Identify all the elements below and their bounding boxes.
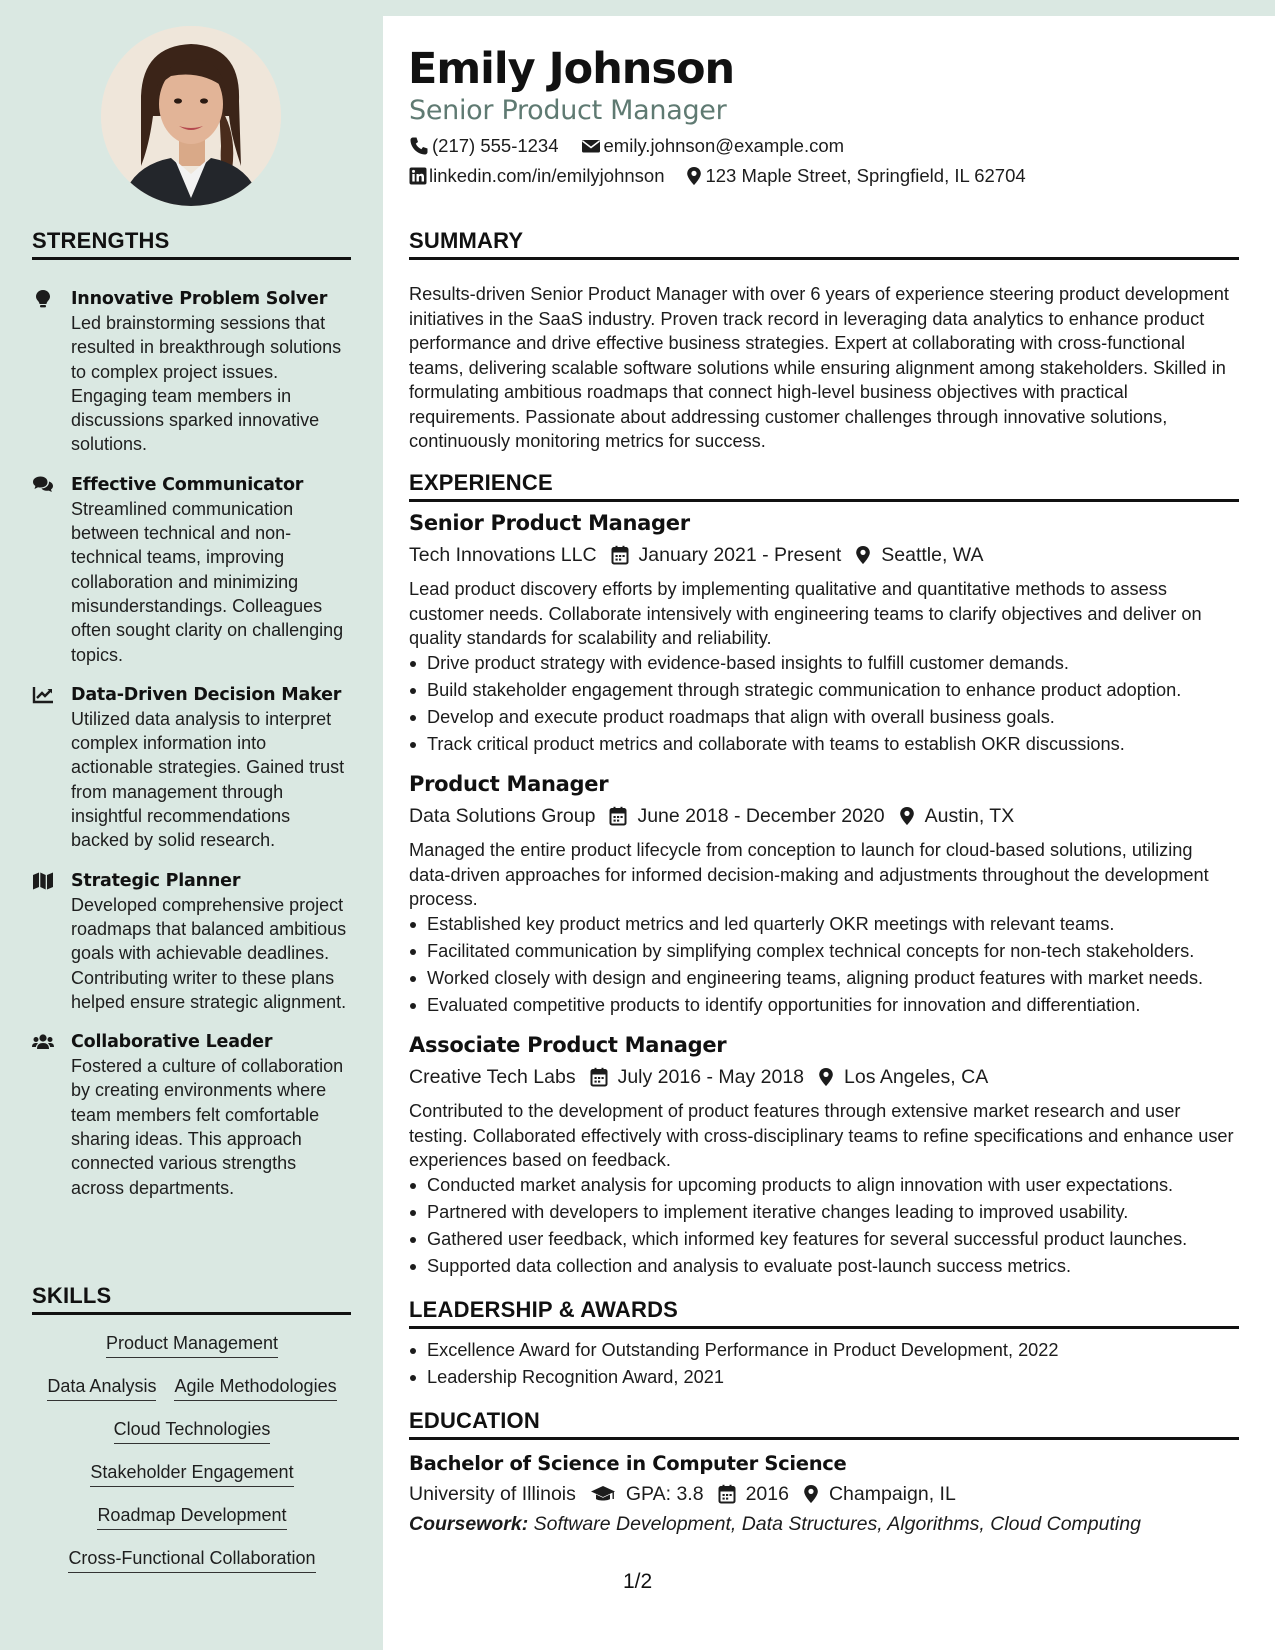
job-title: Product Manager <box>409 772 609 796</box>
education-meta <box>409 1480 970 1508</box>
job-meta <box>409 541 997 569</box>
job-bullet: Gathered user feedback, which informed key features for several successful product launches. <box>409 1226 1249 1253</box>
job-bullet: Facilitated communication by simplifying complex technical concepts for non-tech stakeholders. <box>409 938 1249 965</box>
job-description: Lead product discovery efforts by implementing qualitative and quantitative methods to assess customer needs. Collaborate intensively with engineering teams to clarify objectives and deliver on quality standards for scalability and reliability. <box>409 579 1202 648</box>
coursework <box>409 1510 1141 1538</box>
strength-title: Innovative Problem Solver <box>71 289 328 309</box>
job-bullet: Partnered with developers to implement iterative changes leading to improved usability. <box>409 1199 1249 1226</box>
school-location: Champaign, IL <box>828 1483 956 1505</box>
awards-list <box>409 1337 1249 1391</box>
users-icon <box>32 1032 54 1052</box>
job-bullet: Supported data collection and analysis to evaluate post-launch success metrics. <box>409 1253 1249 1280</box>
job-bullet: Worked closely with design and engineering teams, aligning product features with market needs. <box>409 965 1249 992</box>
job-location-wrap <box>899 802 1015 830</box>
job-bullet: Drive product strategy with evidence-based insights to fulfill customer demands. <box>409 650 1249 677</box>
skill-tag: Product Management <box>106 1330 278 1358</box>
job-title: Associate Product Manager <box>409 1033 727 1057</box>
job-bullet: Conducted market analysis for upcoming products to align innovation with user expectations. <box>409 1172 1249 1199</box>
strength-item <box>32 287 352 457</box>
gpa-wrap <box>590 1480 704 1508</box>
map-marker-icon <box>686 166 702 186</box>
summary-text: Results-driven Senior Product Manager with over 6 years of experience steering product development initiatives in the SaaS industry. Proven track record in leveraging data analytics to enhance product performance and drive effective business strategies. Expert at collaborating with cross-functional teams, delivering scalable software solutions while ensuring alignment among stakeholders. Skilled in formulating ambitious roadmaps that connect high-level business objectives with practical requirements. Passionate about addressing customer challenges through innovative solutions, continuously monitoring metrics for success. <box>409 284 1229 451</box>
skill-tag: Data Analysis <box>47 1373 156 1401</box>
email-link[interactable]: emily.johnson@example.com <box>603 135 845 156</box>
experience-heading: EXPERIENCE <box>409 470 1239 502</box>
job-location: Seattle, WA <box>881 544 984 566</box>
strength-text: Streamlined communication between technical and non-technical teams, improving collaboration and minimizing misunderstandings. Colleagues often sought clarity on challenging topics. <box>71 498 344 665</box>
job-bullet: Build stakeholder engagement through strategic communication to enhance product adoption. <box>409 677 1249 704</box>
skill-tag: Roadmap Development <box>97 1502 286 1530</box>
map-icon <box>32 871 54 891</box>
chart-line-icon <box>32 685 54 705</box>
job-title: Senior Product Manager <box>409 511 690 535</box>
job-meta <box>409 802 1028 830</box>
skill-tag: Cloud Technologies <box>114 1416 271 1444</box>
strengths-heading: STRENGTHS <box>32 228 351 260</box>
award-item: Leadership Recognition Award, 2021 <box>409 1364 1249 1391</box>
phone-icon <box>409 136 429 156</box>
strength-title: Effective Communicator <box>71 474 304 495</box>
map-marker-icon <box>899 806 915 826</box>
job-location: Austin, TX <box>924 805 1015 827</box>
strength-title: Collaborative Leader <box>71 1032 273 1053</box>
candidate-role: Senior Product Manager <box>409 95 727 126</box>
strength-text: Fostered a culture of collaboration by creating environments where team members felt comfortable sharing ideas. This approach connected various strengths across departments. <box>71 1056 344 1198</box>
phone-contact <box>409 133 559 159</box>
grad-year: 2016 <box>745 1483 789 1505</box>
calendar-icon <box>718 1484 736 1504</box>
strength-text: Led brainstorming sessions that resulted in breakthrough solutions to complex project issues. Engaging team members in discussions sparked innovative solutions. <box>71 313 342 455</box>
contact-row-2 <box>409 163 1048 189</box>
linkedin-link[interactable]: linkedin.com/in/emilyjohnson <box>429 165 665 186</box>
job-dates-wrap <box>609 802 884 830</box>
skills-list <box>32 1330 352 1573</box>
strength-item <box>32 869 352 1014</box>
calendar-icon <box>609 806 627 826</box>
job-company: Tech Innovations LLC <box>409 544 597 566</box>
job-meta <box>409 1063 1002 1091</box>
coursework-list: Software Development, Data Structures, Algorithms, Cloud Computing <box>533 1513 1141 1535</box>
job-description: Contributed to the development of product features through extensive market research and user testing. Collaborated effectively with cross-disciplinary teams to refine specifications and enhance user experiences based on feedback. <box>409 1101 1234 1170</box>
job-bullet: Evaluated competitive products to identify opportunities for innovation and differentiation. <box>409 992 1249 1019</box>
page-number: 1/2 <box>623 1570 653 1593</box>
awards-heading: LEADERSHIP & AWARDS <box>409 1297 1239 1329</box>
comments-icon <box>32 475 54 495</box>
strength-item <box>32 473 352 667</box>
graduation-cap-icon <box>590 1484 616 1504</box>
strength-text: Utilized data analysis to interpret complex information into actionable strategies. Gained trust from management through insightful recommendations backed by solid research. <box>71 708 345 851</box>
strengths-list <box>32 287 352 1216</box>
calendar-icon <box>590 1067 608 1087</box>
strength-item <box>32 1030 352 1200</box>
job-dates: July 2016 - May 2018 <box>617 1066 805 1088</box>
profile-photo <box>101 26 281 206</box>
map-marker-icon <box>803 1484 819 1504</box>
skill-tag: Cross-Functional Collaboration <box>68 1545 315 1573</box>
gpa: GPA: 3.8 <box>625 1483 704 1505</box>
strength-title: Data-Driven Decision Maker <box>71 684 342 705</box>
address-text: 123 Maple Street, Springfield, IL 62704 <box>705 165 1026 186</box>
job-location: Los Angeles, CA <box>844 1066 989 1088</box>
job-bullets <box>409 650 1249 758</box>
skill-tag: Agile Methodologies <box>174 1373 336 1401</box>
candidate-name: Emily Johnson <box>408 44 735 94</box>
map-marker-icon <box>818 1067 834 1087</box>
skills-heading: SKILLS <box>32 1283 351 1315</box>
degree-title: Bachelor of Science in Computer Science <box>409 1452 847 1475</box>
school-location-wrap <box>803 1480 956 1508</box>
job-dates: January 2021 - Present <box>638 544 842 566</box>
grad-year-wrap <box>718 1480 789 1508</box>
address-contact <box>686 163 1025 189</box>
job-location-wrap <box>818 1063 988 1091</box>
job-company: Creative Tech Labs <box>409 1066 576 1088</box>
avatar <box>101 26 281 206</box>
summary-heading: SUMMARY <box>409 228 1239 260</box>
job-dates-wrap <box>590 1063 804 1091</box>
award-item: Excellence Award for Outstanding Performance in Product Development, 2022 <box>409 1337 1249 1364</box>
contact-row-1 <box>409 133 866 159</box>
job-bullets <box>409 911 1249 1019</box>
strength-title: Strategic Planner <box>71 870 241 891</box>
job-bullet: Track critical product metrics and collaborate with teams to establish OKR discussions. <box>409 731 1249 758</box>
school-name: University of Illinois <box>409 1483 576 1505</box>
job-location-wrap <box>855 541 983 569</box>
phone-number: (217) 555-1234 <box>432 135 559 156</box>
education-heading: EDUCATION <box>409 1408 1239 1440</box>
linkedin-contact[interactable] <box>409 163 664 189</box>
job-dates: June 2018 - December 2020 <box>637 805 885 827</box>
job-description: Managed the entire product lifecycle from conception to launch for cloud-based solutions, utilizing data-driven approaches for informed decision-making and adjustments throughout the development process. <box>409 840 1209 909</box>
job-company: Data Solutions Group <box>409 805 596 827</box>
map-marker-icon <box>855 545 871 565</box>
strength-text: Developed comprehensive project roadmaps that balanced ambitious goals with achievable deadlines. Contributing writer to these plans helped ensure strategic alignment. <box>71 894 347 1012</box>
job-bullets <box>409 1172 1249 1280</box>
email-contact[interactable] <box>581 133 845 159</box>
calendar-icon <box>611 545 629 565</box>
job-dates-wrap <box>611 541 842 569</box>
job-bullet: Established key product metrics and led quarterly OKR meetings with relevant teams. <box>409 911 1249 938</box>
job-bullet: Develop and execute product roadmaps that align with overall business goals. <box>409 704 1249 731</box>
lightbulb-icon <box>32 289 54 309</box>
envelope-icon <box>581 138 601 154</box>
strength-item <box>32 683 352 853</box>
linkedin-icon <box>409 167 427 185</box>
skill-tag: Stakeholder Engagement <box>90 1459 293 1487</box>
coursework-label: Coursework: <box>409 1513 529 1535</box>
